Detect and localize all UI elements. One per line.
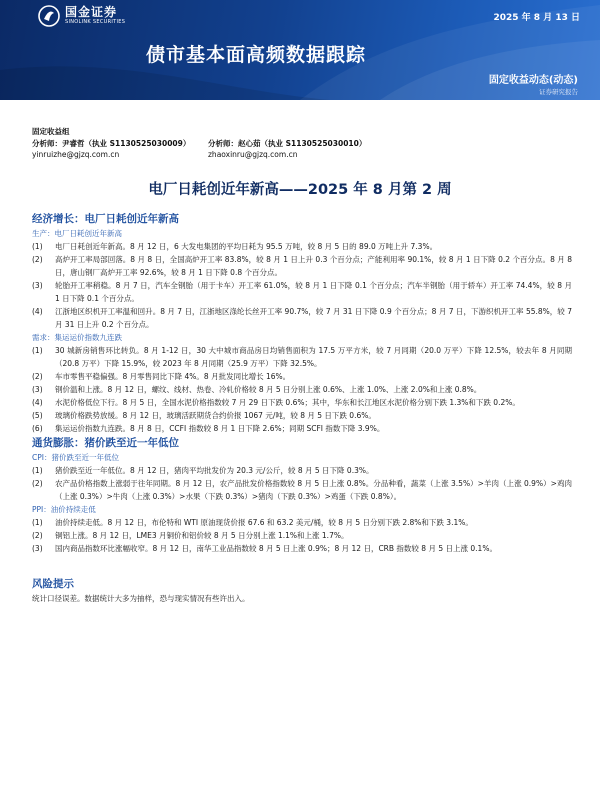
item-number: (4) — [32, 307, 43, 316]
item-text: 集运运价指数九连跌。8 月 8 日，CCFI 指数较 8 月 1 日下降 2.6%；同期 SCFI 指数下降 3.9%。 — [55, 424, 385, 433]
report-type: 固定收益动态(动态) — [488, 75, 578, 86]
list-item — [32, 383, 572, 396]
company-logo — [38, 5, 125, 27]
list-item — [32, 464, 572, 477]
list-item — [32, 477, 572, 503]
analyst-block — [32, 126, 572, 161]
logo-icon — [38, 5, 60, 27]
item-number: (1) — [32, 466, 43, 475]
item-text: 车市零售平稳偏强。8 月零售同比下降 4%。8 月批发同比增长 16%。 — [55, 372, 291, 381]
analyst-name: 分析师：赵心茹（执业 S1130525030010） — [208, 138, 367, 148]
analyst-email: zhaoxinru@gjzq.com.cn — [208, 150, 298, 159]
header-banner — [0, 0, 600, 100]
list-item — [32, 396, 572, 409]
item-number: (5) — [32, 411, 43, 420]
item-text: 铜铝上涨。8 月 12 日，LME3 月铜价和铝价较 8 月 5 日分别上涨 1.1%和上涨 1.7%。 — [55, 531, 349, 540]
list-item — [32, 344, 572, 370]
report-date: 2025 年 8 月 13 日 — [493, 13, 580, 23]
item-number: (1) — [32, 242, 43, 251]
item-number: (1) — [32, 346, 43, 355]
subsection-heading: 生产：电厂日耗创近年新高 — [32, 229, 122, 238]
item-text: 猪价跌至近一年低位。8 月 12 日，猪肉平均批发价为 20.3 元/公斤，较 8 月 5 日下降 0.3%。 — [55, 466, 374, 475]
item-text: 油价持续走低。8 月 12 日，布伦特和 WTI 原油现货价报 67.6 和 63.2 美元/桶，较 8 月 5 日分别下跌 2.8%和下跌 3.1%。 — [55, 518, 473, 527]
list-item — [32, 305, 572, 331]
item-text: 钢价温和上涨。8 月 12 日，螺纹、线材、热卷、冷轧价格较 8 月 5 日分别上涨 0.6%、上涨 1.0%、上涨 2.0%和上涨 0.8%。 — [55, 385, 482, 394]
item-text: 玻璃价格跌势放缓。8 月 12 日，玻璃活跃期货合约价报 1067 元/吨，较 8 月 5 日下跌 0.6%。 — [55, 411, 376, 420]
analyst-category: 固定收益组 — [32, 127, 70, 136]
analyst-email: yinruizhe@gjzq.com.cn — [32, 150, 120, 159]
item-text: 国内商品指数环比涨幅收窄。8 月 12 日，南华工业品指数较 8 月 5 日上涨 0.9%；8 月 12 日，CRB 指数较 8 月 5 日上涨 0.1%。 — [55, 544, 497, 553]
subsection-heading: 需求：集运运价指数九连跌 — [32, 333, 122, 342]
item-number: (2) — [32, 531, 43, 540]
logo-cn-text: 国金证券 — [65, 5, 118, 19]
item-text: 农产品价格指数上涨弱于往年同期。8 月 12 日，农产品批发价格指数较 8 月 5 日上涨 0.8%。分品种看，蔬菜（上涨 3.5%）>羊肉（上涨 0.9%）>鸡肉（上涨 0.3%）>牛肉（上涨 0.3%）>水果（下跌 0.3%）>猪肉（下跌 0.3%）>鸡蛋（下跌 0.8%）。 — [55, 479, 572, 501]
item-number: (2) — [32, 255, 43, 264]
risk-text: 统计口径误差。数据统计大多为抽样，恐与现实情况有些许出入。 — [32, 594, 250, 603]
report-tag: 证券研究报告 — [539, 88, 578, 96]
report-body — [32, 211, 572, 605]
item-number: (3) — [32, 544, 43, 553]
list-item — [32, 240, 572, 253]
item-text: 轮胎开工率稍稳。8 月 7 日，汽车全钢胎（用于卡车）开工率 61.0%，较 8 月 1 日下降 0.1 个百分点；汽车半钢胎（用于轿车）开工率 74.4%，较 8 月 1 日下降 0.1 个百分点。 — [55, 281, 572, 303]
subsection-heading: CPI：猪价跌至近一年低位 — [32, 453, 119, 462]
subsection-heading: PPI：油价持续走低 — [32, 505, 96, 514]
banner-title: 债市基本面高频数据跟踪 — [146, 44, 367, 66]
item-text: 电厂日耗创近年新高。8 月 12 日，6 大发电集团的平均日耗为 95.5 万吨，较 8 月 5 日的 89.0 万吨上升 7.3%。 — [55, 242, 438, 251]
item-number: (2) — [32, 372, 43, 381]
list-item — [32, 409, 572, 422]
item-number: (2) — [32, 479, 43, 488]
document-title: 电厂日耗创近年新高——2025 年 8 月第 2 周 — [148, 182, 452, 198]
item-number: (3) — [32, 385, 43, 394]
item-number: (1) — [32, 518, 43, 527]
list-item — [32, 529, 572, 542]
section-heading: 通货膨胀：猪价跌至近一年低位 — [32, 437, 179, 449]
item-text: 30 城新房销售环比转负。8 月 1-12 日，30 大中城市商品房日均销售面积为 17.5 万平方米，较 7 月同期（20.0 万平）下降 12.5%，较去年 8 月同期（20.8 万平）下降 15.9%，较 2023 年 8 月同期（25.9 万平）下降 32.5%。 — [55, 346, 572, 368]
item-number: (6) — [32, 424, 43, 433]
item-text: 水泥价格低位下行。8 月 5 日，全国水泥价格指数较 7 月 29 日下跌 0.6%；其中，华东和长江地区水泥价格分别下跌 1.3%和下跌 0.2%。 — [55, 398, 520, 407]
risk-heading: 风险提示 — [32, 578, 74, 590]
list-item — [32, 279, 572, 305]
item-text: 江浙地区织机开工率温和回升。8 月 7 日，江浙地区涤纶长丝开工率 90.7%，较 7 月 31 日下降 0.9 个百分点；8 月 7 日，下游织机开工率 55.8%，较 7 月 31 日上升 0.2 个百分点。 — [55, 307, 572, 329]
analyst-name: 分析师：尹睿哲（执业 S1130525030009） — [32, 138, 191, 148]
item-text: 高炉开工率局部回落。8 月 8 日，全国高炉开工率 83.8%，较 8 月 1 日上升 0.3 个百分点；产能利用率 90.1%，较 8 月 1 日下降 0.2 个百分点。8 月 8 日，唐山钢厂高炉开工率 92.6%，较 8 月 1 日下降 0.8 个百分点。 — [55, 255, 572, 277]
list-item — [32, 542, 572, 555]
section-heading: 经济增长：电厂日耗创近年新高 — [32, 213, 179, 225]
list-item — [32, 253, 572, 279]
list-item — [32, 422, 572, 435]
list-item — [32, 370, 572, 383]
item-number: (3) — [32, 281, 43, 290]
logo-en-text: SINOLINK SECURITIES — [65, 19, 126, 25]
list-item — [32, 516, 572, 529]
item-number: (4) — [32, 398, 43, 407]
